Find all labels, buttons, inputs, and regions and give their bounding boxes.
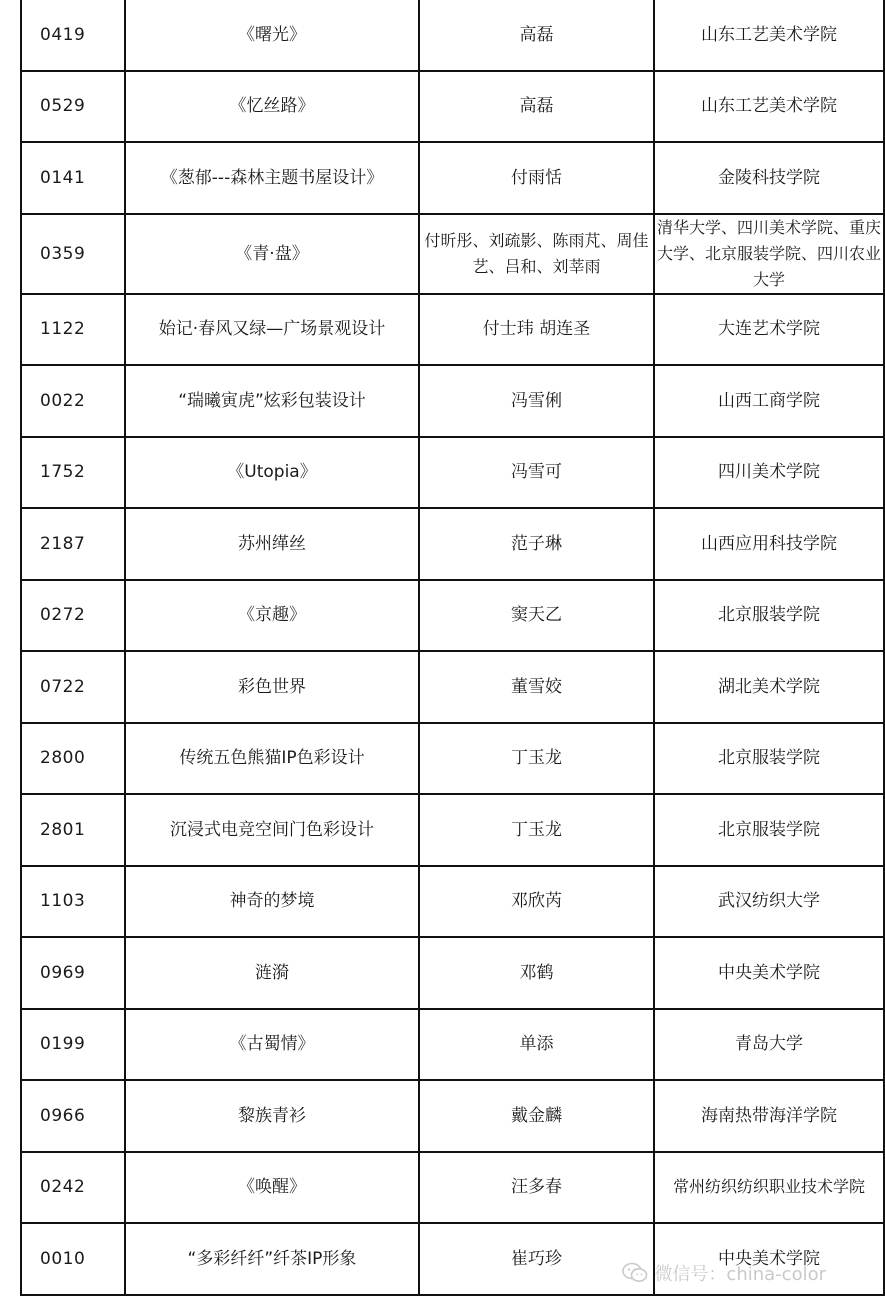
cell-work-title: 黎族青衫 (125, 1080, 419, 1152)
table-row (21, 214, 884, 294)
cell-school: 四川美术学院 (654, 437, 884, 509)
table-row (21, 71, 884, 143)
cell-author: 付雨恬 (419, 142, 654, 214)
cell-work-title: 涟漪 (125, 937, 419, 1009)
cell-author: 邓欣芮 (419, 866, 654, 938)
cell-author: 邓鹤 (419, 937, 654, 1009)
watermark-text: 微信号：china-color (654, 1264, 826, 1285)
cell-entry-id: 0529 (21, 71, 125, 143)
cell-entry-id: 2187 (21, 508, 125, 580)
cell-work-title: 沉浸式电竞空间门色彩设计 (125, 794, 419, 866)
cell-work-title: 始记·春风又绿—广场景观设计 (125, 294, 419, 366)
cell-entry-id: 0419 (21, 0, 125, 71)
cell-school: 中央美术学院 (654, 937, 884, 1009)
cell-author: 范子琳 (419, 508, 654, 580)
cell-work-title: 《青·盘》 (125, 214, 419, 294)
table-row (21, 508, 884, 580)
cell-school: 清华大学、四川美术学院、重庆大学、北京服装学院、四川农业大学 (654, 214, 884, 294)
cell-school: 北京服装学院 (654, 794, 884, 866)
cell-work-title: “瑞曦寅虎”炫彩包装设计 (125, 365, 419, 437)
table-row (21, 937, 884, 1009)
cell-school: 大连艺术学院 (654, 294, 884, 366)
cell-work-title: 《Utopia》 (125, 437, 419, 509)
cell-entry-id: 1752 (21, 437, 125, 509)
cell-entry-id: 1122 (21, 294, 125, 366)
table-row (21, 0, 884, 71)
cell-school: 北京服装学院 (654, 723, 884, 795)
cell-author: 付昕彤、刘疏影、陈雨芃、周佳艺、吕和、刘莘雨 (419, 214, 654, 294)
cell-work-title: “多彩纤纤”纤茶IP形象 (125, 1223, 419, 1295)
cell-entry-id: 2800 (21, 723, 125, 795)
table-row (21, 1080, 884, 1152)
table-row (21, 723, 884, 795)
cell-entry-id: 0141 (21, 142, 125, 214)
cell-school: 山西应用科技学院 (654, 508, 884, 580)
cell-entry-id: 0969 (21, 937, 125, 1009)
cell-entry-id: 2801 (21, 794, 125, 866)
cell-school: 常州纺织纺织职业技术学院 (654, 1152, 884, 1224)
cell-work-title: 苏州缂丝 (125, 508, 419, 580)
cell-entry-id: 0242 (21, 1152, 125, 1224)
cell-work-title: 神奇的梦境 (125, 866, 419, 938)
table-row (21, 437, 884, 509)
award-list-table (20, 0, 885, 1296)
table-body (21, 0, 884, 1295)
cell-work-title: 《唤醒》 (125, 1152, 419, 1224)
cell-author: 丁玉龙 (419, 794, 654, 866)
cell-author: 丁玉龙 (419, 723, 654, 795)
cell-entry-id: 0359 (21, 214, 125, 294)
cell-school: 湖北美术学院 (654, 651, 884, 723)
cell-author: 高磊 (419, 0, 654, 71)
cell-school: 山西工商学院 (654, 365, 884, 437)
cell-entry-id: 0966 (21, 1080, 125, 1152)
table-row (21, 365, 884, 437)
cell-author: 冯雪俐 (419, 365, 654, 437)
cell-school: 海南热带海洋学院 (654, 1080, 884, 1152)
cell-entry-id: 0022 (21, 365, 125, 437)
table-row (21, 1223, 884, 1295)
cell-school: 金陵科技学院 (654, 142, 884, 214)
cell-school: 青岛大学 (654, 1009, 884, 1081)
cell-work-title: 传统五色熊猫IP色彩设计 (125, 723, 419, 795)
cell-author: 汪多春 (419, 1152, 654, 1224)
cell-entry-id: 1103 (21, 866, 125, 938)
table-row (21, 651, 884, 723)
table-row (21, 142, 884, 214)
cell-school: 山东工艺美术学院 (654, 71, 884, 143)
cell-author: 冯雪可 (419, 437, 654, 509)
table-row (21, 1009, 884, 1081)
cell-work-title: 彩色世界 (125, 651, 419, 723)
cell-school: 武汉纺织大学 (654, 866, 884, 938)
cell-author: 崔巧珍 (419, 1223, 654, 1295)
cell-work-title: 《葱郁---森林主题书屋设计》 (125, 142, 419, 214)
cell-work-title: 《古蜀情》 (125, 1009, 419, 1081)
cell-entry-id: 0272 (21, 580, 125, 652)
table-row (21, 794, 884, 866)
table-row (21, 1152, 884, 1224)
cell-author: 付士玮 胡连圣 (419, 294, 654, 366)
table-row (21, 580, 884, 652)
cell-author: 高磊 (419, 71, 654, 143)
cell-entry-id: 0010 (21, 1223, 125, 1295)
cell-entry-id: 0199 (21, 1009, 125, 1081)
cell-author: 窦天乙 (419, 580, 654, 652)
table-row (21, 294, 884, 366)
table-row (21, 866, 884, 938)
cell-work-title: 《曙光》 (125, 0, 419, 71)
cell-author: 单添 (419, 1009, 654, 1081)
cell-entry-id: 0722 (21, 651, 125, 723)
cell-work-title: 《忆丝路》 (125, 71, 419, 143)
cell-school: 北京服装学院 (654, 580, 884, 652)
cell-author: 戴金麟 (419, 1080, 654, 1152)
cell-work-title: 《京趣》 (125, 580, 419, 652)
cell-author: 董雪姣 (419, 651, 654, 723)
cell-school: 山东工艺美术学院 (654, 0, 884, 71)
cell-school: 中央美术学院 (654, 1223, 884, 1295)
